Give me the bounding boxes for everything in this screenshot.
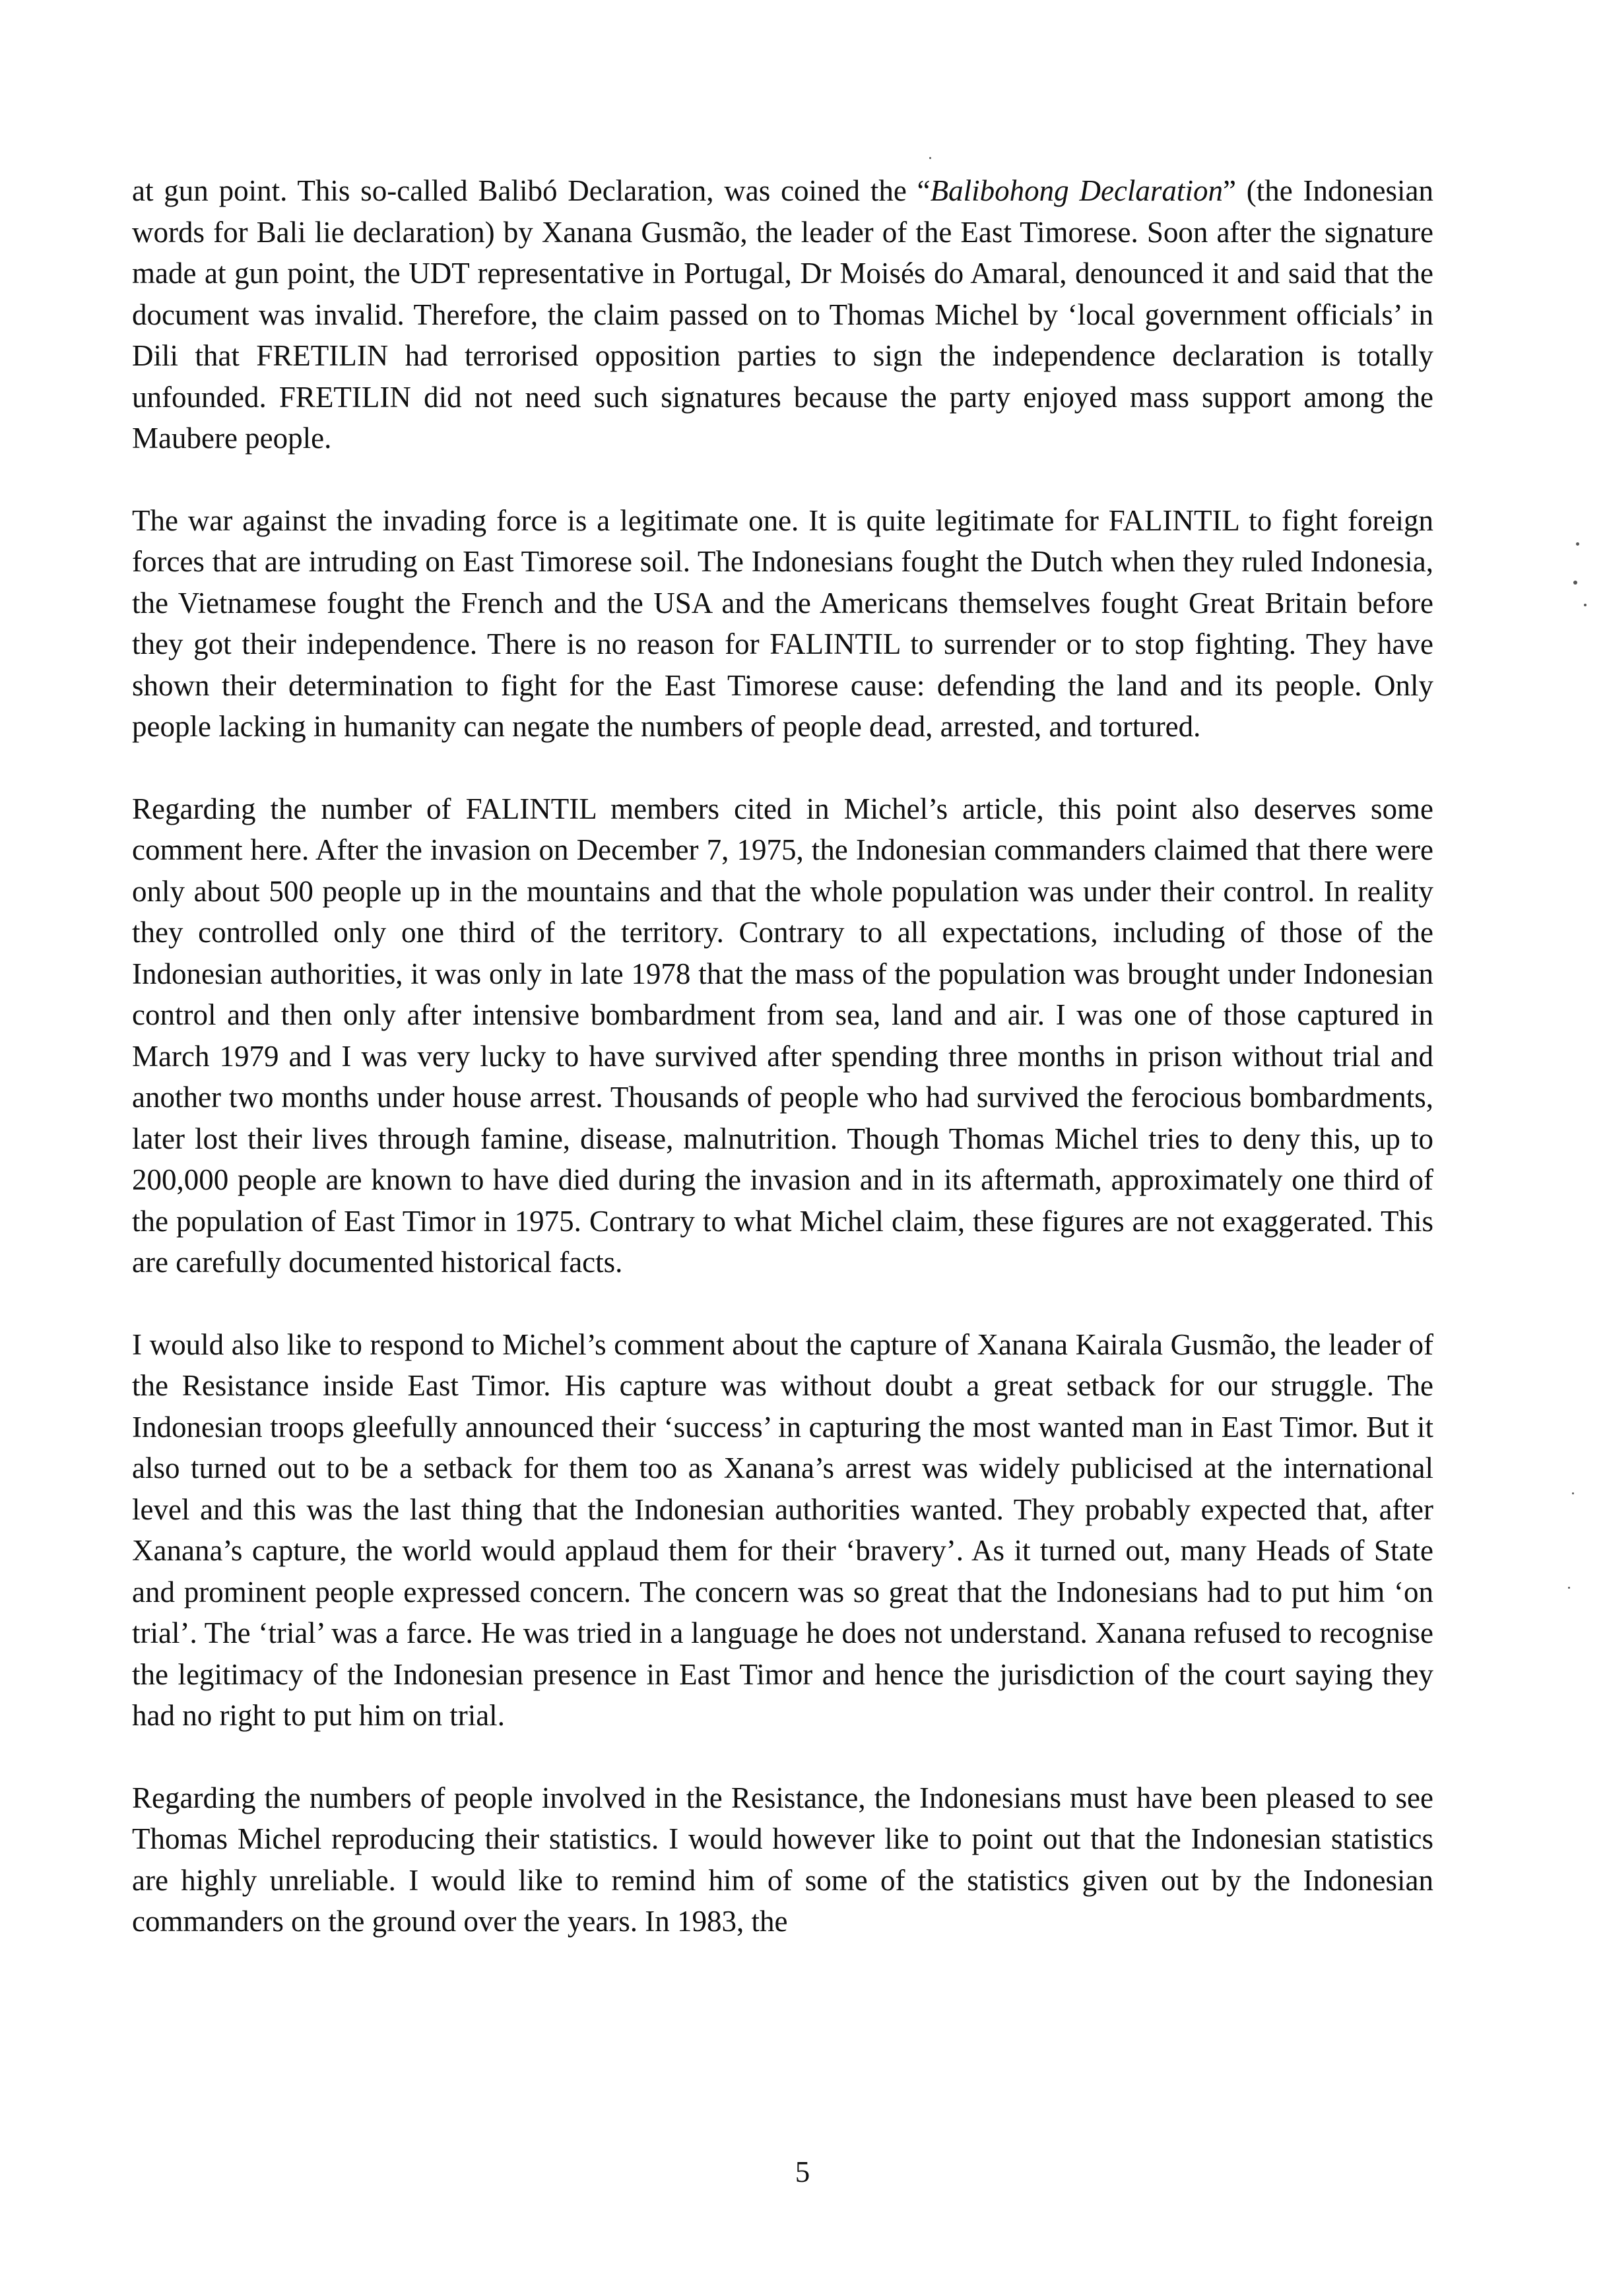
- paragraph-falintil-numbers: Regarding the number of FALINTIL members cited in Michel’s article, this point also deserves some comment here. After the invasion on December 7, 1975, the Indonesian commanders claimed that there were only about 500 people up in the mountains and that the whole population was under their control. In reality they controlled only one third of the territory. Contrary to all expectations, including of those of the Indonesian authorities, it was only in late 1978 that the mass of the population was brought under Indonesian control and then only after intensive bombardment from sea, land and air. I was one of those captured in March 1979 and I was very lucky to have survived after spending three months in prison without trial and another two months under house arrest. Thousands of people who had survived the ferocious bombardments, later lost their lives through famine, disease, malnutrition. Though Thomas Michel tries to deny this, up to 200,000 people are known to have died during the invasion and in its aftermath, approximately one third of the population of East Timor in 1975. Contrary to what Michel claim, these figures are not exaggerated. This are carefully documented historical facts.: [132, 792, 1433, 1279]
- paragraph-1-lead: at gun point. This so-called Balibó Declaration, was coined the “: [132, 174, 931, 207]
- scan-speck: [1573, 581, 1577, 585]
- page-number: 5: [795, 2155, 810, 2188]
- body-text: [132, 170, 1433, 1983]
- scan-speck: [929, 157, 931, 159]
- scan-speck: [1572, 1492, 1574, 1494]
- balibohong-declaration-italic: Balibohong Declaration: [930, 174, 1223, 207]
- scan-speck: [1584, 604, 1587, 606]
- paragraph-1-rest: ” (the Indonesian words for Bali lie declaration) by Xanana Gusmão, the leader of the East Timorese. Soon after the signature made at gun point, the UDT representative in Portugal, Dr Moisés do Amaral, denounced it and said that the document was invalid. Therefore, the claim passed on to Thomas Michel by ‘local government officials’ in Dili that FRETILIN had terrorised opposition parties to sign the independence declaration is totally unfounded. FRETILIN did not need such signatures because the party enjoyed mass support among the Maubere people.: [132, 174, 1433, 455]
- paragraph-legitimate-war: The war against the invading force is a legitimate one. It is quite legitimate for FALINTIL to fight foreign forces that are intruding on East Timorese soil. The Indonesians fought the Dutch when they ruled Indonesia, the Vietnamese fought the French and the USA and the Americans themselves fought Great Britain before they got their independence. There is no reason for FALINTIL to surrender or to stop fighting. They have shown their determination to fight for the East Timorese cause: defending the land and its people. Only people lacking in humanity can negate the numbers of people dead, arrested, and tortured.: [132, 503, 1433, 743]
- paragraph-resistance-statistics: Regarding the numbers of people involved in the Resistance, the Indonesians must have been pleased to see Thomas Michel reproducing their statistics. I would however like to point out that the Indonesian statistics are highly unreliable. I would like to remind him of some of the statistics given out by the Indonesian commanders on the ground over the years. In 1983, the: [132, 1781, 1433, 1938]
- paragraph-balibo-declaration: [132, 170, 1433, 459]
- paragraph-xanana-capture: I would also like to respond to Michel’s comment about the capture of Xanana Kairala Gusmão, the leader of the Resistance inside East Timor. His capture was without doubt a great setback for our struggle. The Indonesian troops gleefully announced their ‘success’ in capturing the most wanted man in East Timor. But it also turned out to be a setback for them too as Xanana’s arrest was widely publicised at the international level and this was the last thing that the Indonesian authorities wanted. They probably expected that, after Xanana’s capture, the world would applaud them for their ‘bravery’. As it turned out, many Heads of State and prominent people expressed concern. The concern was so great that the Indonesians had to put him ‘on trial’. The ‘trial’ was a farce. He was tried in a language he does not understand. Xanana refused to recognise the legitimacy of the Indonesian presence in East Timor and hence the jurisdiction of the court saying they had no right to put him on trial.: [132, 1327, 1433, 1732]
- scan-speck: [1576, 542, 1579, 546]
- scan-speck: [1568, 1587, 1570, 1589]
